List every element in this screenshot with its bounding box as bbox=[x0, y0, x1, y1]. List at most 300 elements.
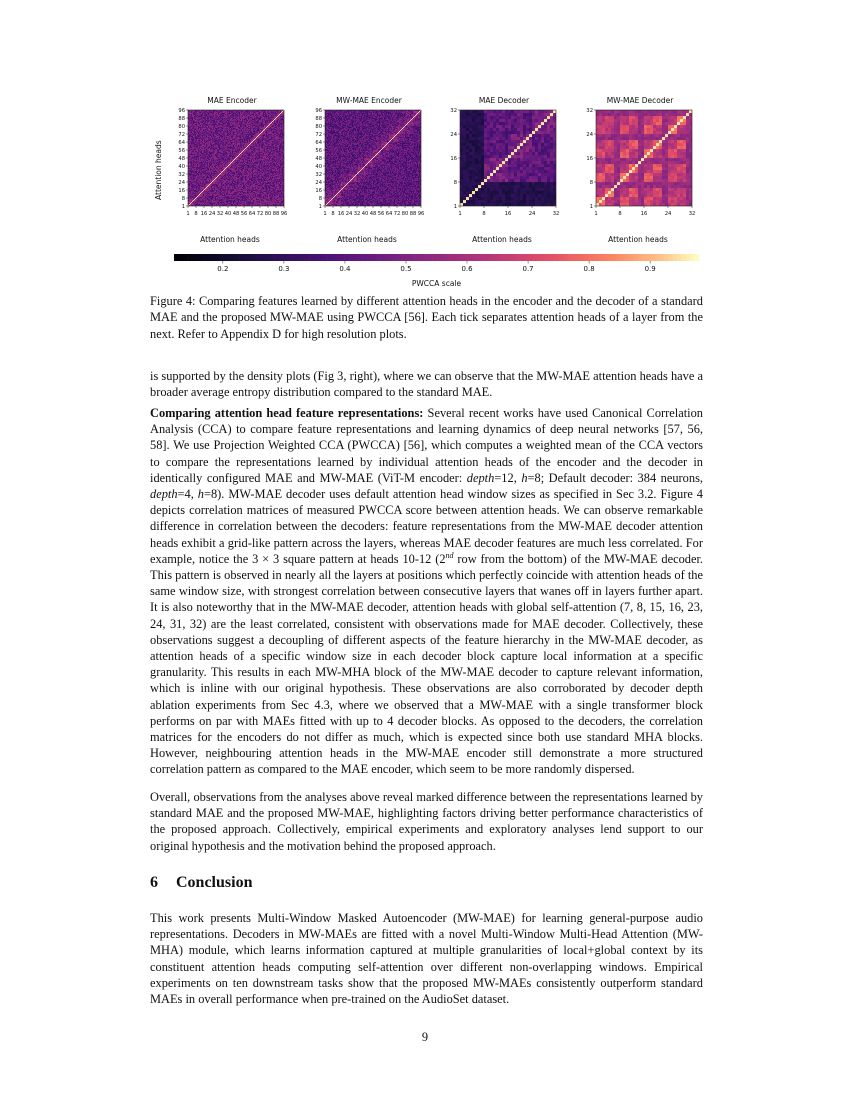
heatmap-cell bbox=[204, 159, 205, 160]
heatmap-cell bbox=[237, 160, 238, 161]
heatmap-cell bbox=[222, 187, 223, 188]
heatmap-cell bbox=[226, 157, 227, 158]
heatmap-cell bbox=[247, 187, 248, 188]
heatmap-cell bbox=[277, 183, 278, 184]
heatmap-cell bbox=[281, 159, 282, 160]
heatmap-cell bbox=[195, 174, 196, 175]
heatmap-cell bbox=[253, 179, 254, 180]
heatmap-cell bbox=[262, 161, 263, 162]
heatmap-cell bbox=[193, 166, 194, 167]
heatmap-cell bbox=[220, 176, 221, 177]
heatmap-cell bbox=[262, 197, 263, 198]
heatmap-cell bbox=[247, 172, 248, 173]
heatmap-cell bbox=[262, 181, 263, 182]
heatmap-cell bbox=[241, 204, 242, 205]
heatmap-cell bbox=[269, 163, 270, 164]
heatmap-cell bbox=[239, 163, 240, 164]
heatmap-cell bbox=[243, 158, 244, 159]
heatmap-cell bbox=[276, 172, 277, 173]
heatmap-cell bbox=[202, 196, 203, 197]
heatmap-cell bbox=[257, 186, 258, 187]
heatmap-cell bbox=[228, 187, 229, 188]
heatmap-cell bbox=[238, 183, 239, 184]
heatmap-cell bbox=[265, 202, 266, 203]
heatmap-cell bbox=[191, 174, 192, 175]
heatmap-cell bbox=[216, 183, 217, 184]
heatmap-cell bbox=[201, 174, 202, 175]
heatmap-cell bbox=[238, 175, 239, 176]
heatmap-cell bbox=[221, 188, 222, 189]
heatmap-cell bbox=[198, 177, 199, 178]
heatmap-cell bbox=[251, 192, 252, 193]
heatmap-cell bbox=[211, 181, 212, 182]
heatmap-cell bbox=[274, 167, 275, 168]
heatmap-cell bbox=[263, 203, 264, 204]
heatmap-cell bbox=[262, 177, 263, 178]
heatmap-cell bbox=[259, 177, 260, 178]
heatmap-cell bbox=[272, 187, 273, 188]
heatmap-cell bbox=[221, 189, 222, 190]
heatmap-cell bbox=[236, 199, 237, 200]
heatmap-cell bbox=[231, 187, 232, 188]
heatmap-cell bbox=[210, 164, 211, 165]
heatmap-cell bbox=[196, 191, 197, 192]
heatmap-cell bbox=[269, 164, 270, 165]
heatmap-cell bbox=[250, 201, 251, 202]
heatmap-cell bbox=[206, 165, 207, 166]
heatmap-cell bbox=[194, 199, 195, 200]
heatmap-cell bbox=[211, 159, 212, 160]
heatmap-cell bbox=[224, 179, 225, 180]
heatmap-cell bbox=[217, 194, 218, 195]
heatmap-cell bbox=[249, 185, 250, 186]
heatmap-cell bbox=[244, 174, 245, 175]
heatmap-cell bbox=[238, 181, 239, 182]
heatmap-cell bbox=[252, 198, 253, 199]
heatmap-cell bbox=[246, 171, 247, 172]
heatmap-cell bbox=[241, 177, 242, 178]
heatmap-cell bbox=[191, 173, 192, 174]
heatmap-cell bbox=[280, 155, 281, 156]
heatmap-cell bbox=[226, 156, 227, 157]
heatmap-cell bbox=[217, 185, 218, 186]
heatmap-cell bbox=[277, 200, 278, 201]
heatmap-cell bbox=[196, 154, 197, 155]
heatmap-cell bbox=[233, 173, 234, 174]
heatmap-cell bbox=[271, 202, 272, 203]
heatmap-cell bbox=[226, 154, 227, 155]
heatmap-cell bbox=[207, 197, 208, 198]
heatmap-cell bbox=[264, 156, 265, 157]
heatmap-cell bbox=[273, 187, 274, 188]
heatmap-cell bbox=[211, 174, 212, 175]
heatmap-cell bbox=[195, 154, 196, 155]
heatmap-cell bbox=[232, 190, 233, 191]
heatmap-cell bbox=[222, 178, 223, 179]
heatmap-cell bbox=[192, 188, 193, 189]
heatmap-cell bbox=[247, 190, 248, 191]
heatmap-cell bbox=[281, 163, 282, 164]
heatmap-cell bbox=[250, 157, 251, 158]
heatmap-cell bbox=[211, 171, 212, 172]
heatmap-cell bbox=[208, 202, 209, 203]
heatmap-cell bbox=[200, 154, 201, 155]
heatmap-cell bbox=[202, 194, 203, 195]
heatmap-cell bbox=[201, 186, 202, 187]
heatmap-cell bbox=[220, 165, 221, 166]
heatmap-cell bbox=[191, 184, 192, 185]
heatmap-cell bbox=[243, 193, 244, 194]
heatmap-cell bbox=[247, 176, 248, 177]
heatmap-cell bbox=[276, 178, 277, 179]
heatmap-cell bbox=[201, 200, 202, 201]
heatmap-cell bbox=[253, 182, 254, 183]
heatmap-cell bbox=[203, 166, 204, 167]
heatmap-cell bbox=[217, 183, 218, 184]
heatmap-cell bbox=[216, 202, 217, 203]
heatmap-cell bbox=[223, 188, 224, 189]
heatmap-cell bbox=[262, 158, 263, 159]
heatmap-cell bbox=[282, 197, 283, 198]
heatmap-cell bbox=[231, 160, 232, 161]
heatmap-cell bbox=[239, 185, 240, 186]
heatmap-cell bbox=[281, 200, 282, 201]
heatmap-cell bbox=[259, 169, 260, 170]
heatmap-cell bbox=[191, 157, 192, 158]
heatmap-cell bbox=[211, 191, 212, 192]
heatmap-cell bbox=[195, 156, 196, 157]
heatmap-cell bbox=[200, 176, 201, 177]
heatmap-cell bbox=[220, 160, 221, 161]
heatmap-cell bbox=[266, 159, 267, 160]
heatmap-cell bbox=[191, 185, 192, 186]
heatmap-cell bbox=[242, 200, 243, 201]
heatmap-cell bbox=[208, 200, 209, 201]
heatmap-cell bbox=[219, 163, 220, 164]
heatmap-cell bbox=[240, 163, 241, 164]
heatmap-cell bbox=[277, 196, 278, 197]
heatmap-cell bbox=[239, 162, 240, 163]
heatmap-cell bbox=[208, 198, 209, 199]
heatmap-cell bbox=[252, 200, 253, 201]
heatmap-cell bbox=[267, 199, 268, 200]
heatmap-cell bbox=[215, 193, 216, 194]
heatmap-cell bbox=[202, 155, 203, 156]
heatmap-cell bbox=[271, 162, 272, 163]
heatmap-cell bbox=[235, 200, 236, 201]
heatmap-cell bbox=[206, 200, 207, 201]
heatmap-cell bbox=[265, 197, 266, 198]
heatmap-cell bbox=[190, 198, 191, 199]
heatmap-cell bbox=[272, 170, 273, 171]
heatmap-cell bbox=[226, 161, 227, 162]
heatmap-cell bbox=[191, 201, 192, 202]
heatmap-cell bbox=[211, 190, 212, 191]
heatmap-cell bbox=[207, 155, 208, 156]
heatmap-cell bbox=[261, 188, 262, 189]
heatmap-cell bbox=[223, 202, 224, 203]
heatmap-cell bbox=[248, 200, 249, 201]
heatmap-cell bbox=[228, 156, 229, 157]
heatmap-cell bbox=[227, 161, 228, 162]
heatmap-cell bbox=[205, 184, 206, 185]
heatmap-cell bbox=[207, 199, 208, 200]
heatmap-cell bbox=[201, 155, 202, 156]
heatmap-cell bbox=[245, 188, 246, 189]
heatmap-cell bbox=[235, 189, 236, 190]
heatmap-cell bbox=[250, 170, 251, 171]
heatmap-cell bbox=[263, 165, 264, 166]
heatmap-cell bbox=[250, 187, 251, 188]
heatmap-cell bbox=[268, 200, 269, 201]
heatmap-cell bbox=[227, 178, 228, 179]
heatmap-cell bbox=[254, 166, 255, 167]
heatmap-cell bbox=[243, 161, 244, 162]
heatmap-cell bbox=[269, 189, 270, 190]
heatmap-cell bbox=[265, 187, 266, 188]
heatmap-cell bbox=[265, 177, 266, 178]
heatmap-cell bbox=[247, 159, 248, 160]
heatmap-cell bbox=[223, 173, 224, 174]
heatmap-cell bbox=[202, 156, 203, 157]
heatmap-cell bbox=[264, 196, 265, 197]
heatmap-cell bbox=[227, 157, 228, 158]
heatmap-cell bbox=[198, 164, 199, 165]
heatmap-cell bbox=[228, 183, 229, 184]
heatmap-cell bbox=[212, 201, 213, 202]
heatmap-cell bbox=[191, 193, 192, 194]
heatmap-cell bbox=[251, 189, 252, 190]
heatmap-cell bbox=[210, 163, 211, 164]
heatmap-cell bbox=[207, 161, 208, 162]
heatmap-cell bbox=[205, 171, 206, 172]
heatmap-cell bbox=[269, 192, 270, 193]
heatmap-cell bbox=[274, 169, 275, 170]
heatmap-cell bbox=[227, 167, 228, 168]
heatmap-cell bbox=[274, 154, 275, 155]
heatmap-cell bbox=[261, 186, 262, 187]
heatmap-cell bbox=[259, 175, 260, 176]
heatmap-cell bbox=[224, 189, 225, 190]
heatmap-cell bbox=[193, 161, 194, 162]
heatmap-cell bbox=[247, 161, 248, 162]
heatmap-cell bbox=[207, 184, 208, 185]
heatmap-cell bbox=[233, 177, 234, 178]
heatmap-cell bbox=[219, 193, 220, 194]
heatmap-cell bbox=[232, 170, 233, 171]
heatmap-cell bbox=[252, 160, 253, 161]
heatmap-cell bbox=[199, 172, 200, 173]
heatmap-cell bbox=[253, 176, 254, 177]
heatmap-cell bbox=[195, 201, 196, 202]
heatmap-cell bbox=[280, 203, 281, 204]
heatmap-cell bbox=[234, 158, 235, 159]
heatmap-cell bbox=[259, 203, 260, 204]
heatmap-cell bbox=[222, 172, 223, 173]
heatmap-cell bbox=[192, 159, 193, 160]
heatmap-cell bbox=[263, 185, 264, 186]
heatmap-cell bbox=[215, 166, 216, 167]
heatmap-cell bbox=[190, 186, 191, 187]
heatmap-cell bbox=[217, 203, 218, 204]
heatmap-cell bbox=[210, 168, 211, 169]
heatmap-cell bbox=[243, 181, 244, 182]
heatmap-cell bbox=[247, 160, 248, 161]
heatmap-cell bbox=[274, 179, 275, 180]
heatmap-cell bbox=[190, 187, 191, 188]
heatmap-cell bbox=[279, 169, 280, 170]
heatmap-cell bbox=[257, 178, 258, 179]
heatmap-cell bbox=[208, 178, 209, 179]
heatmap-cell bbox=[269, 181, 270, 182]
heatmap-cell bbox=[221, 165, 222, 166]
heatmap-cell bbox=[204, 171, 205, 172]
heatmap-cell bbox=[204, 185, 205, 186]
heatmap-cell bbox=[209, 193, 210, 194]
heatmap-cell bbox=[281, 174, 282, 175]
heatmap-cell bbox=[220, 196, 221, 197]
heatmap-cell bbox=[275, 193, 276, 194]
heatmap-cell bbox=[226, 159, 227, 160]
heatmap-cell bbox=[231, 181, 232, 182]
heatmap-cell bbox=[206, 191, 207, 192]
heatmap-cell bbox=[206, 158, 207, 159]
heatmap-cell bbox=[260, 171, 261, 172]
heatmap-cell bbox=[194, 204, 195, 205]
heatmap-cell bbox=[239, 170, 240, 171]
heatmap-cell bbox=[238, 179, 239, 180]
heatmap-cell bbox=[215, 165, 216, 166]
heatmap-cell bbox=[242, 166, 243, 167]
heatmap-cell bbox=[272, 183, 273, 184]
heatmap-cell bbox=[272, 190, 273, 191]
heatmap-cell bbox=[232, 191, 233, 192]
heatmap-cell bbox=[191, 183, 192, 184]
heatmap-cell bbox=[252, 183, 253, 184]
heatmap-cell bbox=[247, 162, 248, 163]
heatmap-cell bbox=[269, 179, 270, 180]
heatmap-cell bbox=[202, 172, 203, 173]
heatmap-cell bbox=[229, 162, 230, 163]
heatmap-cell bbox=[280, 156, 281, 157]
heatmap-cell bbox=[259, 192, 260, 193]
heatmap-cell bbox=[219, 194, 220, 195]
heatmap-cell bbox=[244, 171, 245, 172]
heatmap-cell bbox=[201, 162, 202, 163]
heatmap-cell bbox=[202, 175, 203, 176]
heatmap-cell bbox=[281, 183, 282, 184]
heatmap-cell bbox=[249, 193, 250, 194]
heatmap-cell bbox=[256, 174, 257, 175]
heatmap-cell bbox=[222, 190, 223, 191]
heatmap-cell bbox=[256, 192, 257, 193]
heatmap-cell bbox=[191, 192, 192, 193]
heatmap-cell bbox=[202, 201, 203, 202]
heatmap-cell bbox=[222, 170, 223, 171]
heatmap-cell bbox=[200, 159, 201, 160]
heatmap-cell bbox=[276, 194, 277, 195]
heatmap-cell bbox=[197, 191, 198, 192]
heatmap-cell bbox=[211, 189, 212, 190]
heatmap-cell bbox=[255, 201, 256, 202]
heatmap-cell bbox=[278, 185, 279, 186]
heatmap-cell bbox=[214, 179, 215, 180]
heatmap-cell bbox=[216, 186, 217, 187]
heatmap-cell bbox=[198, 170, 199, 171]
heatmap-cell bbox=[274, 182, 275, 183]
heatmap-cell bbox=[247, 192, 248, 193]
heatmap-cell bbox=[189, 203, 190, 204]
heatmap-cell bbox=[244, 179, 245, 180]
heatmap-cell bbox=[250, 178, 251, 179]
heatmap-cell bbox=[206, 183, 207, 184]
heatmap-cell bbox=[277, 176, 278, 177]
heatmap-cell bbox=[249, 155, 250, 156]
heatmap-cell bbox=[233, 195, 234, 196]
heatmap-cell bbox=[202, 182, 203, 183]
heatmap-cell bbox=[240, 172, 241, 173]
heatmap-cell bbox=[220, 204, 221, 205]
heatmap-cell bbox=[269, 167, 270, 168]
heatmap-cell bbox=[268, 188, 269, 189]
heatmap-cell bbox=[206, 179, 207, 180]
heatmap-cell bbox=[241, 162, 242, 163]
heatmap-cell bbox=[218, 193, 219, 194]
heatmap-cell bbox=[237, 195, 238, 196]
heatmap-cell bbox=[193, 187, 194, 188]
heatmap-cell bbox=[254, 175, 255, 176]
heatmap-cell bbox=[265, 169, 266, 170]
heatmap-cell bbox=[239, 201, 240, 202]
heatmap-cell bbox=[227, 190, 228, 191]
heatmap-cell bbox=[193, 196, 194, 197]
heatmap-cell bbox=[246, 175, 247, 176]
heatmap-cell bbox=[231, 164, 232, 165]
heatmap-cell bbox=[213, 195, 214, 196]
heatmap-cell bbox=[199, 196, 200, 197]
heatmap-cell bbox=[280, 176, 281, 177]
heatmap-cell bbox=[255, 158, 256, 159]
heatmap-cell bbox=[200, 196, 201, 197]
heatmap-cell bbox=[252, 192, 253, 193]
heatmap-cell bbox=[197, 190, 198, 191]
heatmap-cell bbox=[216, 157, 217, 158]
heatmap-cell bbox=[267, 168, 268, 169]
heatmap-cell bbox=[217, 204, 218, 205]
heatmap-cell bbox=[205, 169, 206, 170]
heatmap-cell bbox=[273, 171, 274, 172]
heatmap-cell bbox=[263, 159, 264, 160]
heatmap-cell bbox=[273, 200, 274, 201]
heatmap-cell bbox=[222, 182, 223, 183]
heatmap-cell bbox=[209, 195, 210, 196]
heatmap-cell bbox=[231, 180, 232, 181]
heatmap-cell bbox=[269, 182, 270, 183]
heatmap-cell bbox=[217, 181, 218, 182]
heatmap-cell bbox=[223, 160, 224, 161]
heatmap-cell bbox=[197, 174, 198, 175]
heatmap-cell bbox=[212, 170, 213, 171]
heatmap-cell bbox=[236, 202, 237, 203]
heatmap-cell bbox=[250, 161, 251, 162]
heatmap-cell bbox=[233, 184, 234, 185]
heatmap-cell bbox=[217, 157, 218, 158]
heatmap-cell bbox=[259, 168, 260, 169]
heatmap-cell bbox=[268, 190, 269, 191]
heatmap-cell bbox=[235, 184, 236, 185]
heatmap-cell bbox=[205, 173, 206, 174]
heatmap-cell bbox=[247, 189, 248, 190]
